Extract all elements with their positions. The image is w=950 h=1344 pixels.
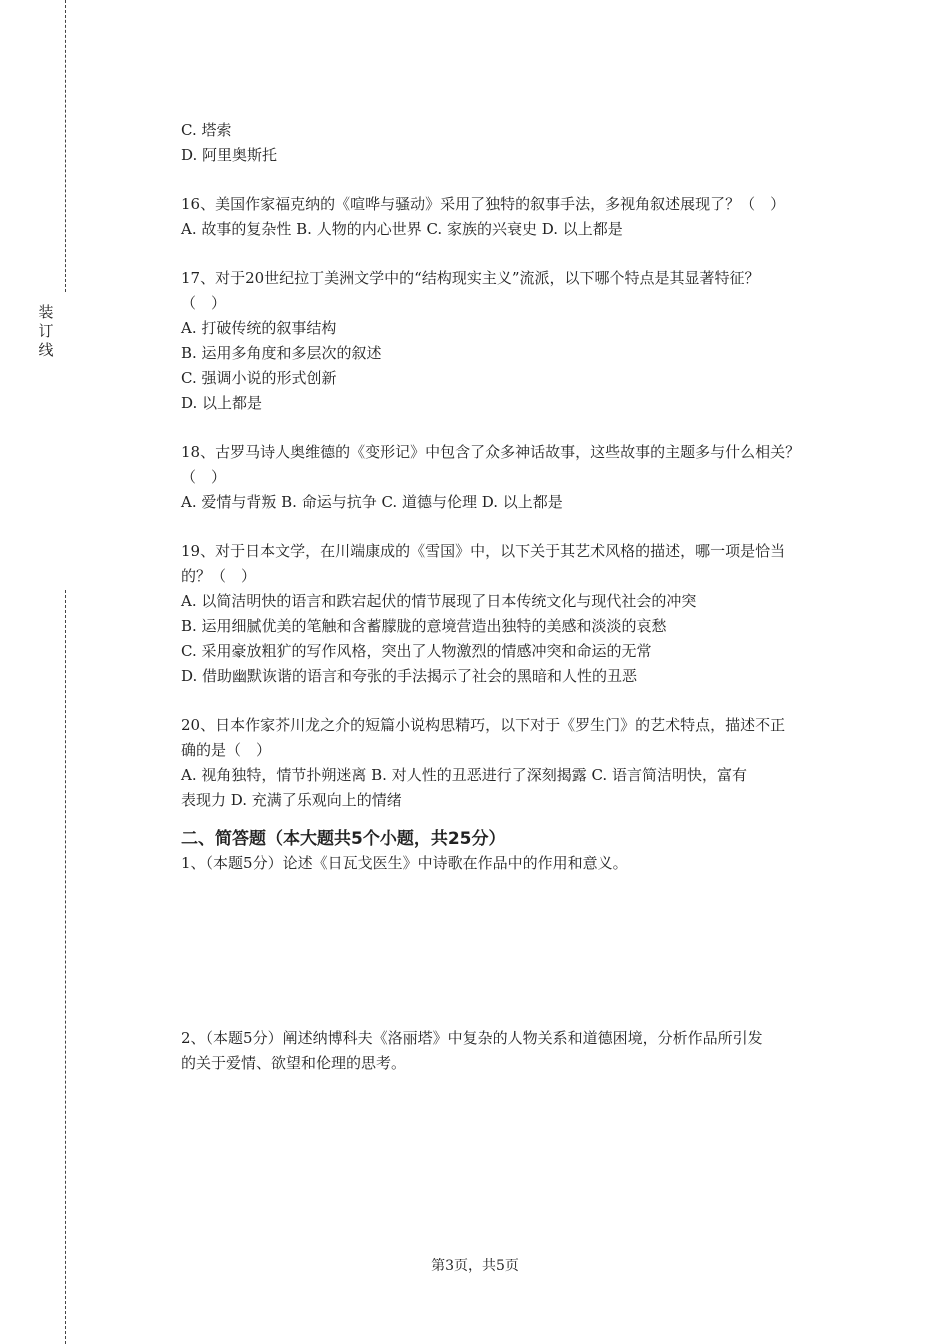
question-stem-continued: 的？（ ）	[181, 567, 257, 585]
short-answer-question-2	[181, 1026, 856, 1076]
answer-space	[181, 876, 856, 1026]
option-line: C. 强调小说的形式创新	[181, 369, 337, 387]
question-17	[181, 266, 856, 416]
binding-dashed-line-top	[65, 0, 66, 292]
option-line: D. 以上都是	[181, 394, 263, 412]
binding-dashed-line-bottom	[65, 590, 66, 1344]
section-heading-short-answer: 二、简答题（本大题共5个小题，共25分）	[181, 829, 506, 849]
option-line: A. 视角独特，情节扑朔迷离 B. 对人性的丑恶进行了深刻揭露 C. 语言简洁明快，富有	[181, 766, 747, 784]
binding-line-label	[36, 303, 56, 360]
question-stem: 18、古罗马诗人奥维德的《变形记》中包含了众多神话故事，这些故事的主题多与什么相关？	[181, 443, 801, 461]
question-stem: 16、美国作家福克纳的《喧哗与骚动》采用了独特的叙事手法，多视角叙述展现了？（ ）	[181, 195, 786, 213]
option-line: A. 故事的复杂性 B. 人物的内心世界 C. 家族的兴衰史 D. 以上都是	[181, 220, 623, 238]
question-stem-continued: （ ）	[181, 294, 227, 312]
question-stem-continued: 确的是（ ）	[181, 741, 272, 759]
exam-content	[181, 118, 856, 1076]
page-footer: 第3页，共5页	[431, 1258, 519, 1274]
short-answer-question-1	[181, 851, 856, 876]
question-stem: 17、对于20世纪拉丁美洲文学中的“结构现实主义”流派，以下哪个特点是其显著特征？	[181, 269, 760, 287]
question-20	[181, 713, 856, 813]
binding-label-char: 线	[38, 341, 54, 359]
option-line-continued: 表现力 D. 充满了乐观向上的情绪	[181, 791, 402, 809]
question-stem: 2、（本题5分）阐述纳博科夫《洛丽塔》中复杂的人物关系和道德困境，分析作品所引发	[181, 1029, 763, 1047]
option-line: A. 爱情与背叛 B. 命运与抗争 C. 道德与伦理 D. 以上都是	[181, 493, 563, 511]
question-stem: 19、对于日本文学，在川端康成的《雪国》中，以下关于其艺术风格的描述，哪一项是恰当	[181, 542, 786, 560]
question-stem-continued: 的关于爱情、欲望和伦理的思考。	[181, 1054, 407, 1072]
option-line: A. 打破传统的叙事结构	[181, 319, 337, 337]
question-19	[181, 539, 856, 689]
question-stem-continued: （ ）	[181, 468, 227, 486]
question-stem: 20、日本作家芥川龙之介的短篇小说构思精巧，以下对于《罗生门》的艺术特点，描述不正	[181, 716, 786, 734]
binding-label-char: 装	[38, 303, 54, 321]
option-line: C. 采用豪放粗犷的写作风格，突出了人物激烈的情感冲突和命运的无常	[181, 642, 652, 660]
carryover-options	[181, 118, 856, 168]
binding-label-char: 订	[38, 322, 54, 340]
question-stem: 1、（本题5分）论述《日瓦戈医生》中诗歌在作品中的作用和意义。	[181, 854, 628, 872]
option-line: B. 运用细腻优美的笔触和含蓄朦胧的意境营造出独特的美感和淡淡的哀愁	[181, 617, 667, 635]
option-line: B. 运用多角度和多层次的叙述	[181, 344, 382, 362]
option-line: A. 以简洁明快的语言和跌宕起伏的情节展现了日本传统文化与现代社会的冲突	[181, 592, 697, 610]
option-line: D. 阿里奥斯托	[181, 146, 278, 164]
question-18	[181, 440, 856, 515]
question-16	[181, 192, 856, 242]
option-line: C. 塔索	[181, 121, 232, 139]
option-line: D. 借助幽默诙谐的语言和夸张的手法揭示了社会的黑暗和人性的丑恶	[181, 667, 638, 685]
